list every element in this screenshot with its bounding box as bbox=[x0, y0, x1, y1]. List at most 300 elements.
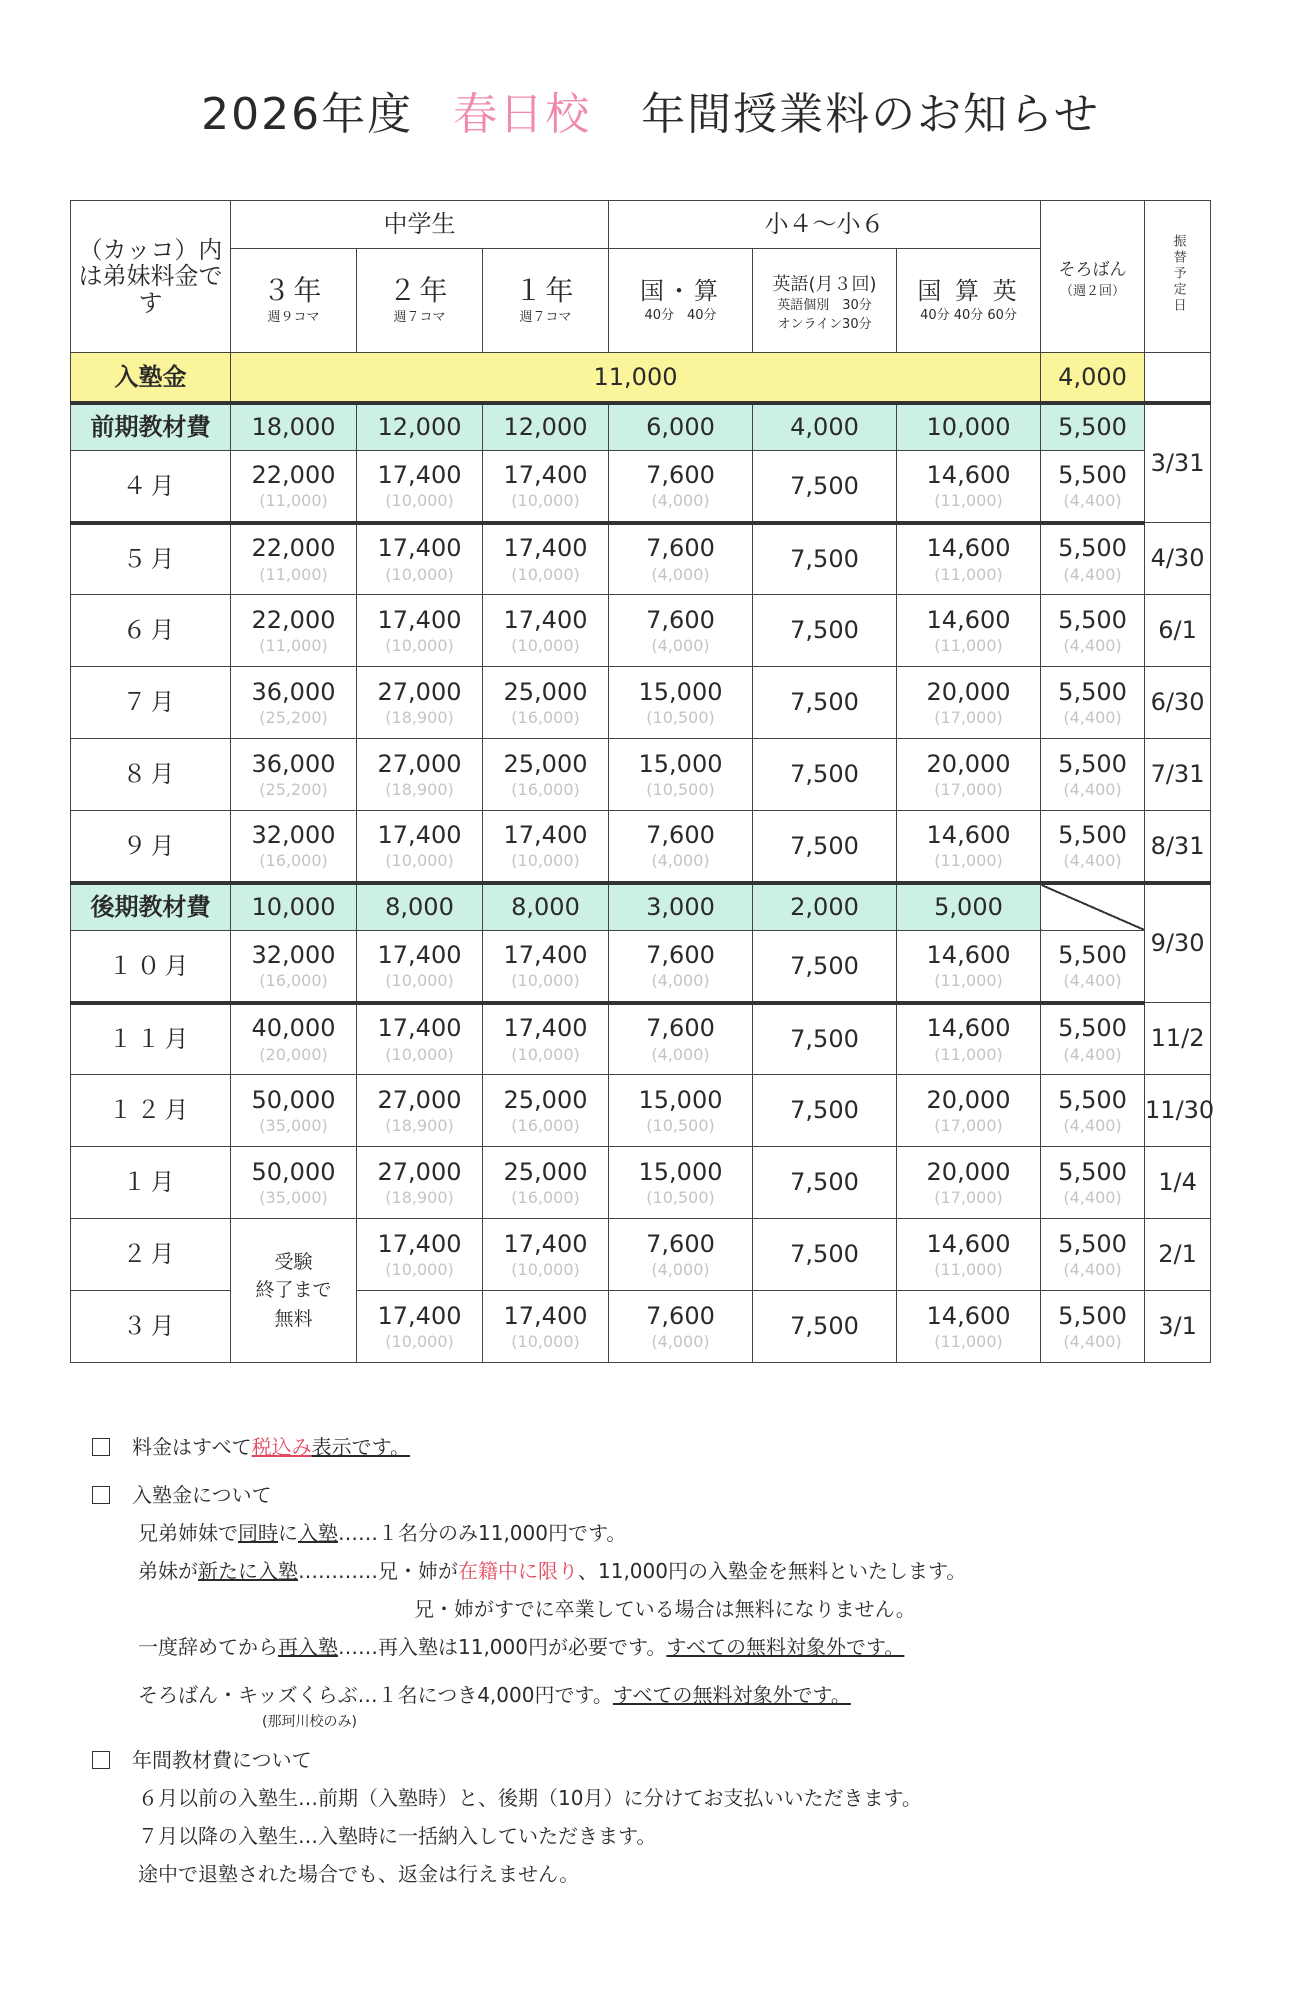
fee-cell bbox=[357, 451, 483, 523]
title-school: 春日校 bbox=[453, 89, 592, 140]
month-label: ４月 bbox=[71, 451, 231, 523]
col-header-eigo bbox=[753, 249, 897, 353]
fee-sibling: (11,000) bbox=[934, 564, 1003, 584]
note-text: 兄・姉がすでに卒業している場合は無料になりません。 bbox=[414, 1597, 916, 1621]
fee-value: 17,400 bbox=[377, 605, 462, 634]
col-header-kokusanei bbox=[897, 249, 1041, 353]
fee-value: 15,000 bbox=[638, 1085, 723, 1114]
fee-sibling: (4,400) bbox=[1063, 1044, 1122, 1064]
fee-cell bbox=[231, 1003, 357, 1075]
fee-value: 36,000 bbox=[251, 749, 336, 778]
col-header-chu1 bbox=[483, 249, 609, 353]
fee-sibling: (4,400) bbox=[1063, 971, 1122, 991]
fee-sibling: (10,000) bbox=[511, 1331, 580, 1351]
furikae-date: 3/31 bbox=[1145, 403, 1211, 523]
col-title: ２年 bbox=[388, 273, 451, 307]
fee-cell bbox=[897, 451, 1041, 523]
fee-cell bbox=[357, 667, 483, 739]
fee-cell bbox=[357, 595, 483, 667]
fee-value: 7,500 bbox=[790, 1096, 859, 1125]
fee-cell bbox=[1041, 811, 1145, 883]
fee-sibling: (10,000) bbox=[385, 851, 454, 871]
fee-sibling: (11,000) bbox=[934, 971, 1003, 991]
fee-cell bbox=[231, 595, 357, 667]
month-label: ５月 bbox=[71, 523, 231, 595]
fee-value: 36,000 bbox=[251, 677, 336, 706]
fee-value: 5,500 bbox=[1058, 1014, 1127, 1043]
fee-sibling: (4,000) bbox=[651, 491, 710, 511]
fee-cell bbox=[483, 451, 609, 523]
fee-cell bbox=[753, 1219, 897, 1291]
fee-sibling: (18,900) bbox=[385, 707, 454, 727]
fee-cell bbox=[483, 595, 609, 667]
fee-value: 50,000 bbox=[251, 1157, 336, 1186]
material-label: 後期教材費 bbox=[71, 883, 231, 931]
fee-value: 17,400 bbox=[503, 820, 588, 849]
fee-cell bbox=[483, 1075, 609, 1147]
note-text: に bbox=[278, 1521, 298, 1545]
month-label: ７月 bbox=[71, 667, 231, 739]
fee-sibling: (11,000) bbox=[934, 1331, 1003, 1351]
fee-sibling: (20,000) bbox=[259, 1044, 328, 1064]
material-cell: 3,000 bbox=[609, 883, 753, 931]
fee-sibling: (18,900) bbox=[385, 779, 454, 799]
note-text: …………兄・姉が bbox=[298, 1559, 458, 1583]
fee-cell bbox=[231, 1075, 357, 1147]
fee-sibling: (11,000) bbox=[259, 491, 328, 511]
fee-sibling: (10,000) bbox=[511, 1259, 580, 1279]
fee-cell bbox=[483, 523, 609, 595]
fee-value: 7,600 bbox=[646, 1014, 715, 1043]
fee-sibling: (16,000) bbox=[511, 707, 580, 727]
fee-cell bbox=[753, 931, 897, 1003]
fee-value: 14,600 bbox=[926, 460, 1011, 489]
soroban-label: そろばん bbox=[1058, 260, 1127, 281]
fee-sibling: (35,000) bbox=[259, 1115, 328, 1135]
fee-value: 5,500 bbox=[1058, 940, 1127, 969]
fee-cell bbox=[231, 451, 357, 523]
fee-sibling: (4,400) bbox=[1063, 1331, 1122, 1351]
material-cell: 10,000 bbox=[897, 403, 1041, 451]
fee-value: 14,600 bbox=[926, 1014, 1011, 1043]
fee-value: 14,600 bbox=[926, 820, 1011, 849]
col-sub: 英語個別 30分 bbox=[777, 298, 872, 314]
header-soroban bbox=[1041, 201, 1145, 353]
fee-sibling: (11,000) bbox=[934, 1259, 1003, 1279]
fee-sibling: (25,200) bbox=[259, 707, 328, 727]
month-label: ８月 bbox=[71, 739, 231, 811]
fee-value: 17,400 bbox=[503, 460, 588, 489]
fee-value: 5,500 bbox=[1058, 749, 1127, 778]
fee-cell bbox=[1041, 451, 1145, 523]
fee-sibling: (4,400) bbox=[1063, 1187, 1122, 1207]
fee-cell bbox=[1041, 931, 1145, 1003]
fee-cell bbox=[897, 931, 1041, 1003]
entrance-value: 11,000 bbox=[231, 353, 1041, 403]
col-title: 英語(月３回) bbox=[772, 274, 877, 295]
fee-cell bbox=[609, 451, 753, 523]
fee-value: 7,500 bbox=[790, 471, 859, 500]
fee-cell bbox=[753, 523, 897, 595]
fee-sibling: (10,000) bbox=[385, 1259, 454, 1279]
fee-value: 5,500 bbox=[1058, 1229, 1127, 1258]
fee-value: 14,600 bbox=[926, 940, 1011, 969]
month-label: ２月 bbox=[71, 1219, 231, 1291]
fee-value: 7,500 bbox=[790, 1240, 859, 1269]
exam-free-text: 受験 bbox=[274, 1250, 313, 1273]
fee-sibling: (16,000) bbox=[259, 971, 328, 991]
fee-sibling: (4,400) bbox=[1063, 779, 1122, 799]
fee-sibling: (4,400) bbox=[1063, 491, 1122, 511]
furikae-date: 2/1 bbox=[1145, 1219, 1211, 1291]
fee-value: 17,400 bbox=[503, 1014, 588, 1043]
fee-value: 17,400 bbox=[377, 534, 462, 563]
fee-cell bbox=[483, 1291, 609, 1363]
material-cell: 4,000 bbox=[753, 403, 897, 451]
fee-value: 17,400 bbox=[377, 940, 462, 969]
col-title: 国・算 bbox=[640, 277, 722, 306]
col-sub: 40分 40分 bbox=[644, 307, 717, 323]
fee-value: 5,500 bbox=[1058, 677, 1127, 706]
fee-sibling: (4,000) bbox=[651, 1259, 710, 1279]
fee-cell bbox=[897, 1291, 1041, 1363]
fee-value: 17,400 bbox=[377, 1301, 462, 1330]
fee-cell bbox=[231, 523, 357, 595]
fee-cell bbox=[897, 811, 1041, 883]
fee-cell bbox=[1041, 739, 1145, 811]
note-underline: 入塾 bbox=[298, 1521, 338, 1545]
fee-cell bbox=[897, 1003, 1041, 1075]
fee-value: 25,000 bbox=[503, 749, 588, 778]
fee-cell bbox=[609, 1291, 753, 1363]
fee-value: 14,600 bbox=[926, 1301, 1011, 1330]
fee-cell bbox=[1041, 1291, 1145, 1363]
month-label: １月 bbox=[71, 1147, 231, 1219]
note-text: ７月以降の入塾生…入塾時に一括納入していただきます。 bbox=[138, 1823, 657, 1848]
fee-sibling: (10,000) bbox=[385, 1044, 454, 1064]
fee-sibling: (16,000) bbox=[511, 1187, 580, 1207]
fee-value: 17,400 bbox=[377, 1229, 462, 1258]
fee-value: 17,400 bbox=[503, 1229, 588, 1258]
furikae-date: 7/31 bbox=[1145, 739, 1211, 811]
fee-cell bbox=[609, 1003, 753, 1075]
fee-cell bbox=[609, 1219, 753, 1291]
fee-value: 15,000 bbox=[638, 677, 723, 706]
checkbox-icon bbox=[92, 1438, 110, 1456]
fee-cell bbox=[609, 1075, 753, 1147]
fee-sibling: (4,400) bbox=[1063, 851, 1122, 871]
fee-value: 25,000 bbox=[503, 1085, 588, 1114]
note-title: 入塾金について bbox=[132, 1483, 272, 1507]
fee-sibling: (10,000) bbox=[511, 635, 580, 655]
fee-cell bbox=[1041, 667, 1145, 739]
note-text: 表示です。 bbox=[311, 1435, 411, 1459]
soroban-sub: （週２回） bbox=[1060, 283, 1126, 299]
material-cell: 5,500 bbox=[1041, 403, 1145, 451]
furikae-date: 11/30 bbox=[1145, 1075, 1211, 1147]
checkbox-icon bbox=[92, 1751, 110, 1769]
note-small: (那珂川校のみ) bbox=[262, 1714, 357, 1730]
fee-cell bbox=[357, 523, 483, 595]
fee-cell bbox=[357, 1291, 483, 1363]
header-chugaku: 中学生 bbox=[231, 201, 609, 249]
fee-sibling: (4,400) bbox=[1063, 564, 1122, 584]
fee-cell bbox=[483, 1003, 609, 1075]
fee-cell bbox=[357, 739, 483, 811]
fee-sibling: (11,000) bbox=[259, 564, 328, 584]
note-material bbox=[92, 1741, 1212, 1893]
fee-cell bbox=[897, 1147, 1041, 1219]
fee-cell bbox=[231, 1147, 357, 1219]
fee-value: 7,500 bbox=[790, 760, 859, 789]
note-red: 在籍中に限り bbox=[458, 1559, 578, 1583]
title-year: 2026年度 bbox=[201, 89, 414, 140]
fee-value: 27,000 bbox=[377, 677, 462, 706]
fee-sibling: (11,000) bbox=[934, 491, 1003, 511]
fee-value: 17,400 bbox=[503, 534, 588, 563]
col-sub: 週９コマ bbox=[267, 309, 320, 325]
fee-cell bbox=[753, 1291, 897, 1363]
exam-free-text: 終了まで bbox=[255, 1279, 332, 1302]
fee-value: 22,000 bbox=[251, 460, 336, 489]
fee-sibling: (4,400) bbox=[1063, 1259, 1122, 1279]
col-title: １年 bbox=[514, 273, 577, 307]
fee-sibling: (35,000) bbox=[259, 1187, 328, 1207]
col-header-chu3 bbox=[231, 249, 357, 353]
fee-cell bbox=[609, 667, 753, 739]
fee-value: 7,500 bbox=[790, 545, 859, 574]
fee-cell bbox=[357, 1219, 483, 1291]
fee-value: 14,600 bbox=[926, 605, 1011, 634]
fee-table bbox=[70, 200, 1215, 1363]
fee-value: 32,000 bbox=[251, 940, 336, 969]
fee-sibling: (17,000) bbox=[934, 779, 1003, 799]
fee-value: 20,000 bbox=[926, 677, 1011, 706]
fee-cell bbox=[231, 667, 357, 739]
col-sub: 週７コマ bbox=[519, 309, 572, 325]
col-sub2: オンライン30分 bbox=[777, 316, 872, 332]
fee-sibling: (17,000) bbox=[934, 707, 1003, 727]
fee-value: 5,500 bbox=[1058, 1301, 1127, 1330]
fee-sibling: (10,500) bbox=[646, 1187, 715, 1207]
fee-sibling: (11,000) bbox=[934, 851, 1003, 871]
fee-sibling: (10,500) bbox=[646, 779, 715, 799]
fee-value: 27,000 bbox=[377, 1085, 462, 1114]
fee-sibling: (11,000) bbox=[934, 1044, 1003, 1064]
fee-value: 22,000 bbox=[251, 534, 336, 563]
header-sho: 小４～小６ bbox=[609, 201, 1041, 249]
col-sub: 40分 40分 60分 bbox=[920, 307, 1017, 323]
fee-cell bbox=[897, 595, 1041, 667]
header-note: （カッコ）内は弟妹料金です bbox=[71, 201, 231, 353]
fee-value: 7,600 bbox=[646, 940, 715, 969]
col-header-chu2 bbox=[357, 249, 483, 353]
col-title: ３年 bbox=[262, 273, 325, 307]
fee-cell bbox=[609, 811, 753, 883]
fee-sibling: (10,000) bbox=[385, 971, 454, 991]
note-underline: 新たに入塾 bbox=[198, 1559, 298, 1583]
fee-value: 20,000 bbox=[926, 1157, 1011, 1186]
col-sub: 週７コマ bbox=[393, 309, 446, 325]
material-cell: 12,000 bbox=[483, 403, 609, 451]
material-cell: 6,000 bbox=[609, 403, 753, 451]
note-title: 年間教材費について bbox=[132, 1747, 312, 1772]
material-label: 前期教材費 bbox=[71, 403, 231, 451]
fee-sibling: (4,400) bbox=[1063, 707, 1122, 727]
fee-sibling: (4,400) bbox=[1063, 1115, 1122, 1135]
month-label: １２月 bbox=[71, 1075, 231, 1147]
material-cell: 2,000 bbox=[753, 883, 897, 931]
fee-cell bbox=[483, 667, 609, 739]
col-header-kokusan bbox=[609, 249, 753, 353]
fee-cell bbox=[753, 595, 897, 667]
note-text: 、11,000円の入塾金を無料といたします。 bbox=[578, 1559, 967, 1583]
fee-cell bbox=[897, 739, 1041, 811]
furikae-date: 11/2 bbox=[1145, 1003, 1211, 1075]
note-underline: すべての無料対象外です。 bbox=[612, 1683, 851, 1707]
note-red: 税込み bbox=[251, 1435, 312, 1459]
month-label: ３月 bbox=[71, 1291, 231, 1363]
fee-sibling: (25,200) bbox=[259, 779, 328, 799]
fee-value: 15,000 bbox=[638, 749, 723, 778]
fee-cell bbox=[231, 739, 357, 811]
fee-value: 7,500 bbox=[790, 1312, 859, 1341]
fee-value: 22,000 bbox=[251, 605, 336, 634]
fee-sibling: (16,000) bbox=[259, 851, 328, 871]
fee-cell bbox=[483, 811, 609, 883]
fee-sibling: (11,000) bbox=[259, 635, 328, 655]
fee-cell bbox=[897, 1219, 1041, 1291]
fee-value: 5,500 bbox=[1058, 1085, 1127, 1114]
fee-cell bbox=[483, 739, 609, 811]
fee-value: 27,000 bbox=[377, 1157, 462, 1186]
fee-value: 17,400 bbox=[377, 1014, 462, 1043]
fee-cell bbox=[1041, 523, 1145, 595]
fee-cell bbox=[609, 523, 753, 595]
fee-value: 7,500 bbox=[790, 1168, 859, 1197]
fee-sibling: (4,000) bbox=[651, 1331, 710, 1351]
fee-cell bbox=[1041, 1147, 1145, 1219]
note-text: ……再入塾は11,000円が必要です。 bbox=[338, 1635, 667, 1659]
note-text: 料金はすべて bbox=[132, 1435, 252, 1459]
fee-value: 7,600 bbox=[646, 820, 715, 849]
fee-cell bbox=[897, 523, 1041, 595]
fee-value: 5,500 bbox=[1058, 460, 1127, 489]
fee-cell bbox=[483, 1219, 609, 1291]
fee-sibling: (10,000) bbox=[385, 635, 454, 655]
fee-value: 25,000 bbox=[503, 1157, 588, 1186]
fee-value: 17,400 bbox=[503, 940, 588, 969]
furikae-date: 3/1 bbox=[1145, 1291, 1211, 1363]
fee-value: 7,600 bbox=[646, 534, 715, 563]
fee-cell bbox=[357, 811, 483, 883]
furikae-date: 4/30 bbox=[1145, 523, 1211, 595]
furikae-date: 6/1 bbox=[1145, 595, 1211, 667]
fee-value: 17,400 bbox=[377, 460, 462, 489]
fee-sibling: (10,000) bbox=[511, 491, 580, 511]
page-title bbox=[0, 78, 1301, 142]
fee-sibling: (10,000) bbox=[511, 564, 580, 584]
fee-sibling: (4,400) bbox=[1063, 635, 1122, 655]
entrance-label: 入塾金 bbox=[71, 353, 231, 403]
fee-value: 25,000 bbox=[503, 677, 588, 706]
fee-value: 14,600 bbox=[926, 1229, 1011, 1258]
fee-cell bbox=[753, 1147, 897, 1219]
fee-value: 40,000 bbox=[251, 1014, 336, 1043]
material-cell: 5,000 bbox=[897, 883, 1041, 931]
fee-value: 20,000 bbox=[926, 1085, 1011, 1114]
month-label: １０月 bbox=[71, 931, 231, 1003]
fee-cell bbox=[753, 811, 897, 883]
note-entrance bbox=[92, 1476, 1212, 1731]
note-text: 弟妹が bbox=[138, 1559, 198, 1583]
fee-sibling: (10,000) bbox=[385, 564, 454, 584]
material-cell: 8,000 bbox=[357, 883, 483, 931]
fee-cell bbox=[1041, 1003, 1145, 1075]
fee-cell bbox=[897, 1075, 1041, 1147]
fee-value: 7,600 bbox=[646, 1301, 715, 1330]
title-rest: 年間授業料のお知らせ bbox=[641, 89, 1100, 140]
fee-value: 5,500 bbox=[1058, 605, 1127, 634]
fee-value: 17,400 bbox=[377, 820, 462, 849]
fee-sibling: (11,000) bbox=[934, 635, 1003, 655]
fee-cell bbox=[483, 1147, 609, 1219]
fee-value: 7,500 bbox=[790, 951, 859, 980]
fee-cell bbox=[357, 931, 483, 1003]
furikae-date: 8/31 bbox=[1145, 811, 1211, 883]
material-cell: 10,000 bbox=[231, 883, 357, 931]
month-label: ６月 bbox=[71, 595, 231, 667]
fee-sibling: (10,000) bbox=[511, 851, 580, 871]
material-cell: 18,000 bbox=[231, 403, 357, 451]
fee-value: 7,500 bbox=[790, 616, 859, 645]
fee-cell bbox=[609, 595, 753, 667]
fee-sibling: (4,000) bbox=[651, 564, 710, 584]
notes bbox=[92, 1428, 1212, 1903]
month-label: ９月 bbox=[71, 811, 231, 883]
fee-sibling: (4,000) bbox=[651, 635, 710, 655]
fee-sibling: (18,900) bbox=[385, 1187, 454, 1207]
fee-cell bbox=[609, 739, 753, 811]
fee-cell bbox=[483, 931, 609, 1003]
fee-cell bbox=[897, 667, 1041, 739]
fee-cell bbox=[357, 1147, 483, 1219]
month-label: １１月 bbox=[71, 1003, 231, 1075]
fee-cell bbox=[753, 667, 897, 739]
fee-sibling: (4,000) bbox=[651, 1044, 710, 1064]
fee-cell bbox=[753, 1003, 897, 1075]
fee-value: 7,500 bbox=[790, 688, 859, 717]
fee-sibling: (10,000) bbox=[511, 971, 580, 991]
fee-value: 7,500 bbox=[790, 831, 859, 860]
fee-value: 50,000 bbox=[251, 1085, 336, 1114]
fee-cell bbox=[1041, 595, 1145, 667]
fee-sibling: (4,000) bbox=[651, 971, 710, 991]
note-text: 兄弟姉妹で bbox=[138, 1521, 238, 1545]
fee-sibling: (10,000) bbox=[385, 491, 454, 511]
col-title: 国 算 英 bbox=[917, 277, 1020, 306]
exam-free-text: 無料 bbox=[274, 1307, 313, 1330]
note-text: ……１名分のみ11,000円です。 bbox=[338, 1521, 627, 1545]
fee-value: 5,500 bbox=[1058, 1157, 1127, 1186]
fee-sibling: (10,500) bbox=[646, 707, 715, 727]
note-text: そろばん・キッズくらぶ…１名につき4,000円です。 bbox=[138, 1683, 613, 1707]
fee-sibling: (10,000) bbox=[511, 1044, 580, 1064]
fee-sibling: (10,000) bbox=[385, 1331, 454, 1351]
fee-cell bbox=[609, 1147, 753, 1219]
furikae-date: 9/30 bbox=[1145, 883, 1211, 1003]
note-tax bbox=[92, 1428, 1212, 1466]
